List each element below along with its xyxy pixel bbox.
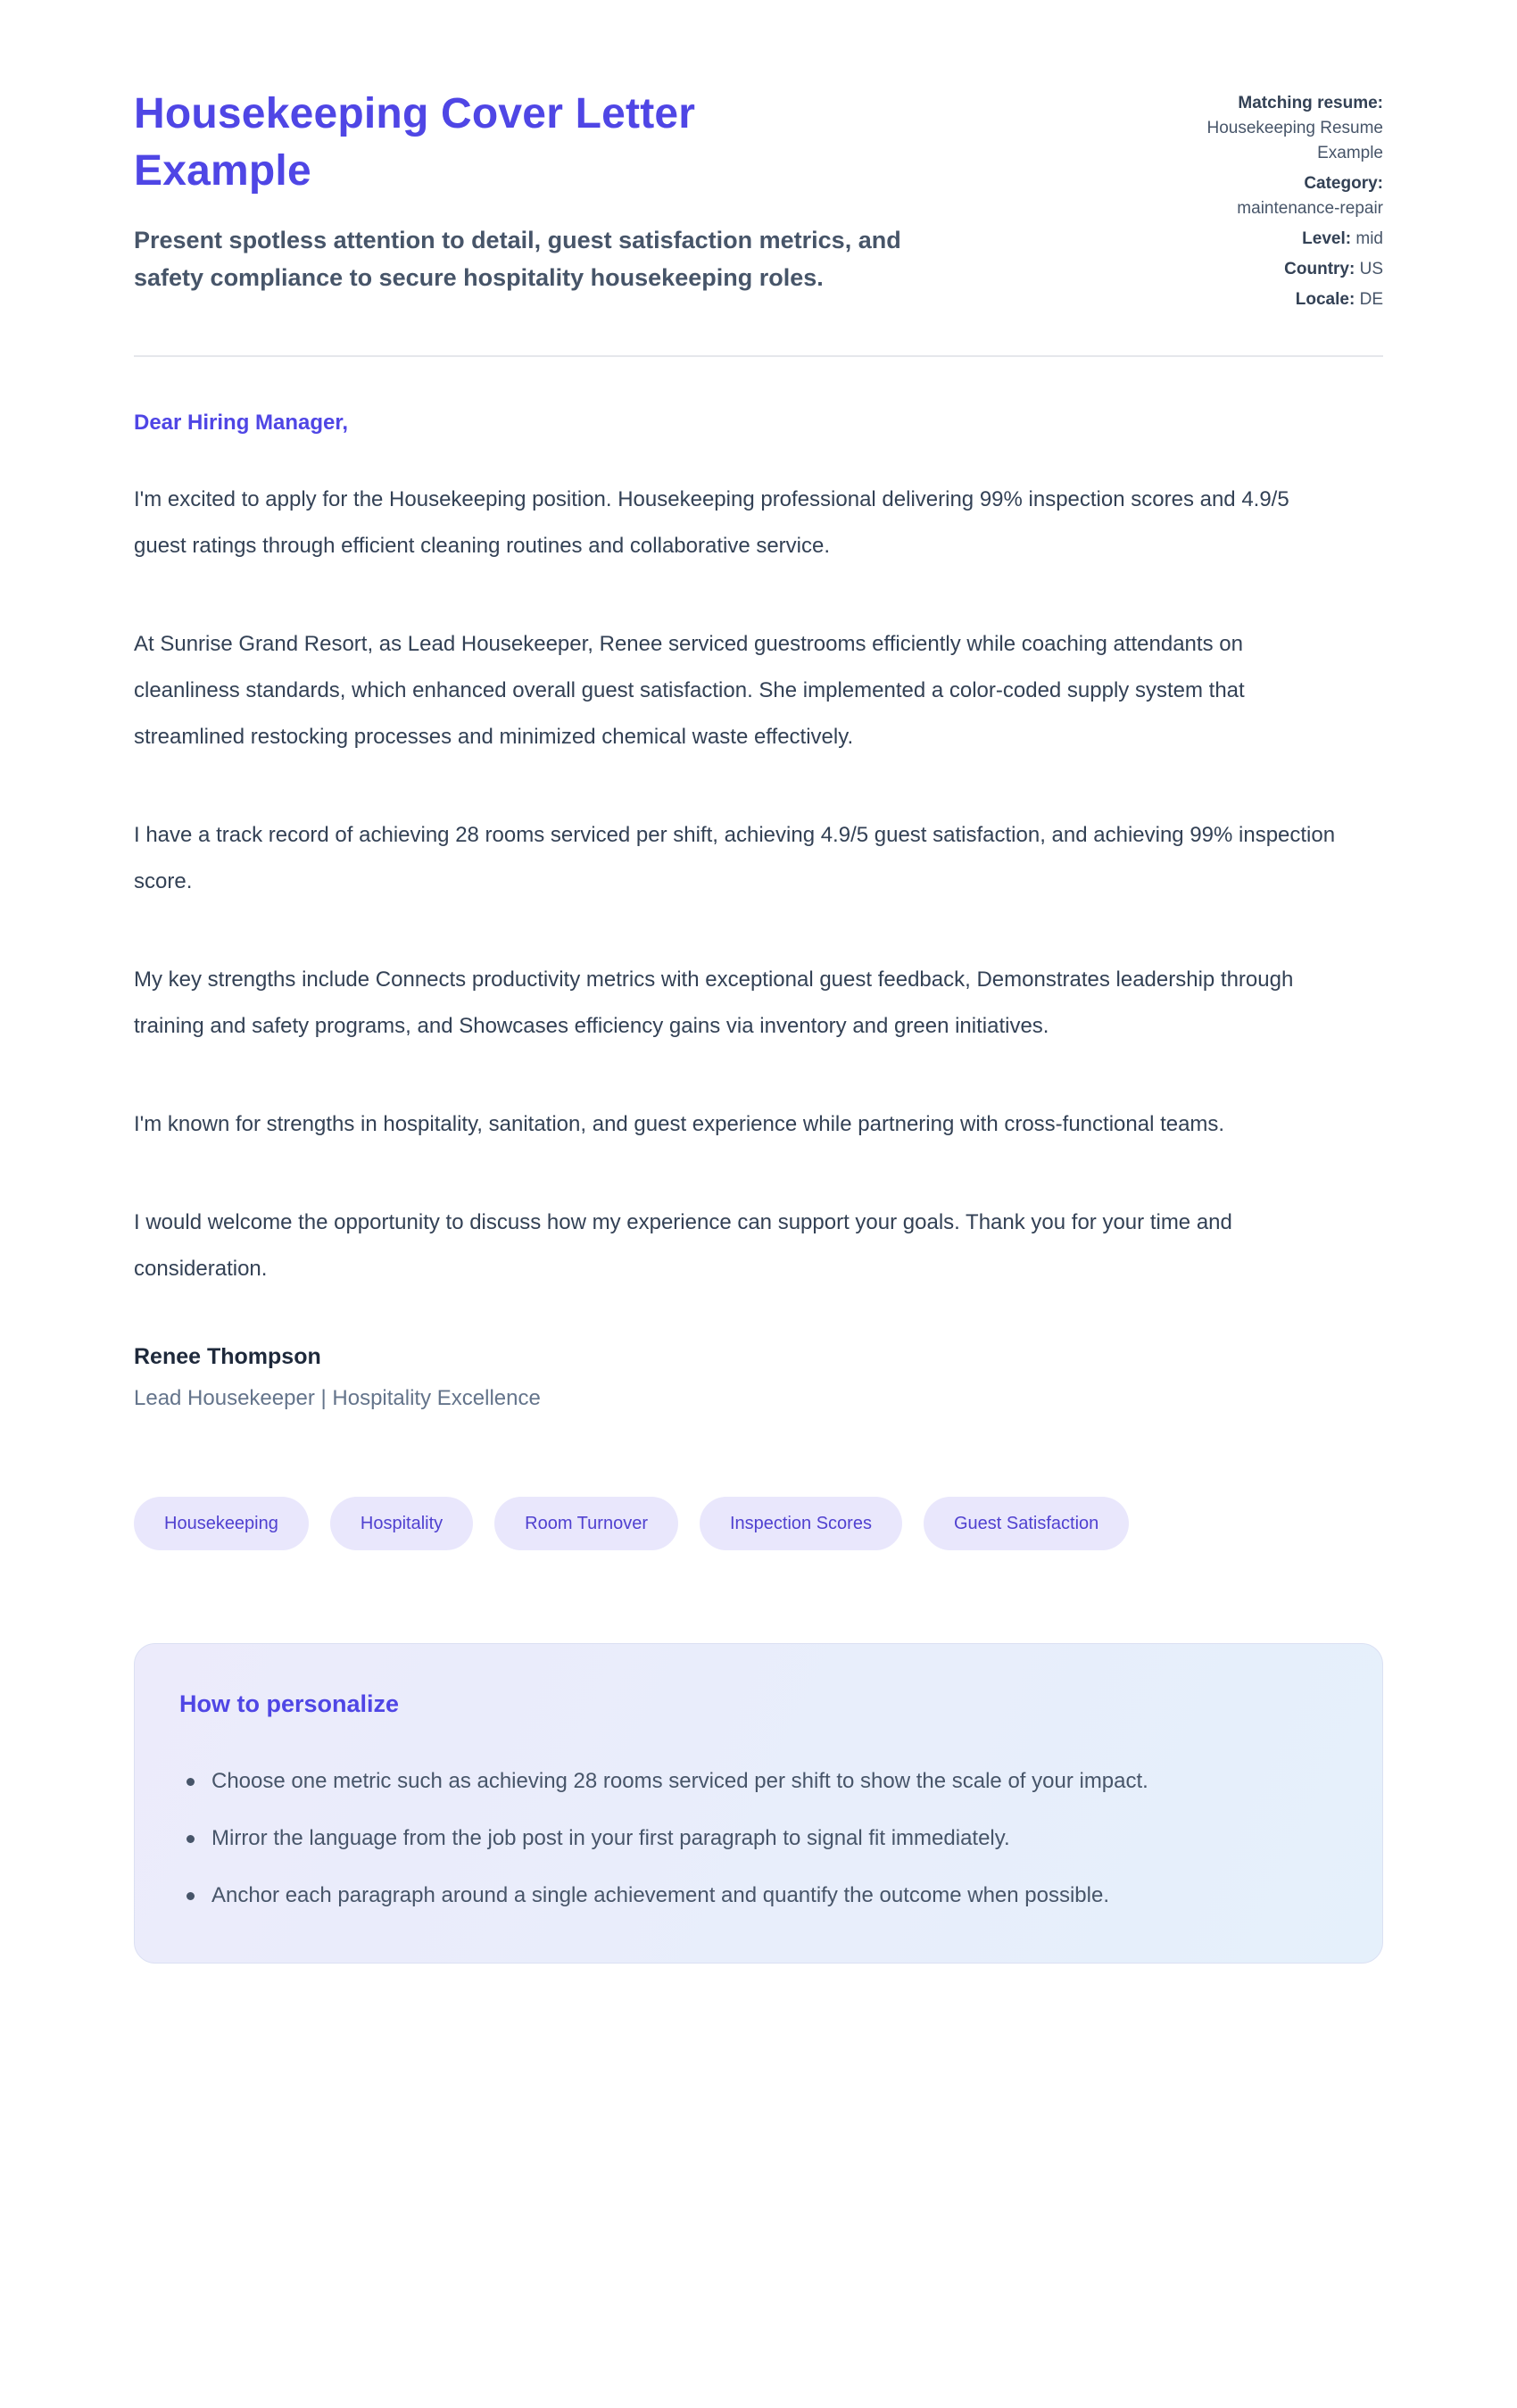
meta-locale-value: DE: [1359, 290, 1383, 309]
meta-matching-resume: [1191, 91, 1383, 166]
how-to-tip-list: [179, 1757, 1338, 1920]
meta-category-value: maintenance-repair: [1237, 199, 1383, 218]
how-to-tip: Mirror the language from the job post in your first paragraph to signal fit immediately.: [179, 1814, 1277, 1863]
letter-paragraph: I would welcome the opportunity to discuss how my experience can support your goals. Thank you for your time and consideration.: [134, 1210, 1232, 1281]
tag-pill-room-turnover[interactable]: Room Turnover: [494, 1497, 678, 1550]
page-subtitle: Present spotless attention to detail, guest satisfaction metrics, and safety compliance to secure hospitality housekeeping roles.: [134, 227, 901, 291]
page-title: Housekeeping Cover Letter Example: [134, 90, 696, 195]
meta-panel: [1191, 91, 1383, 318]
meta-matching-resume-value: Housekeeping Resume Example: [1206, 119, 1383, 162]
page-header: [134, 86, 1383, 318]
signature-block: [134, 1344, 1383, 1411]
header-divider: [134, 355, 1383, 357]
tag-list: [134, 1497, 1383, 1550]
meta-level-value: mid: [1355, 229, 1383, 248]
tag-pill-inspection-scores[interactable]: Inspection Scores: [700, 1497, 902, 1550]
signature-role: Lead Housekeeper | Hospitality Excellence: [134, 1386, 541, 1410]
how-to-personalize-title: How to personalize: [179, 1690, 400, 1717]
meta-country-value: US: [1359, 260, 1383, 278]
letter-paragraph: My key strengths include Connects productivity metrics with exceptional guest feedback, Demonstrates leadership through training and safety programs, and Showcases efficiency gains via inventory and green initiatives.: [134, 967, 1294, 1038]
how-to-tip: Anchor each paragraph around a single achievement and quantify the outcome when possible.: [179, 1872, 1277, 1920]
letter-paragraph: I have a track record of achieving 28 rooms serviced per shift, achieving 4.9/5 guest satisfaction, and achieving 99% inspection score.: [134, 823, 1336, 893]
letter-body: [134, 411, 1383, 1964]
tag-pill-housekeeping[interactable]: Housekeeping: [134, 1497, 309, 1550]
meta-category-label: Category:: [1304, 174, 1383, 193]
tag-pill-guest-satisfaction[interactable]: Guest Satisfaction: [924, 1497, 1129, 1550]
letter-paragraph: At Sunrise Grand Resort, as Lead Housekeeper, Renee serviced guestrooms efficiently while coaching attendants on cleanliness standards, which enhanced overall guest satisfaction. She implemented a color-coded supply system that streamlined restocking processes and minimized chemical waste effectively.: [134, 632, 1245, 749]
meta-country: [1191, 257, 1383, 282]
meta-category: [1191, 171, 1383, 221]
meta-locale: [1191, 287, 1383, 312]
header-text-block: [134, 86, 937, 296]
letter-paragraph: I'm known for strengths in hospitality, sanitation, and guest experience while partnering with cross-functional teams.: [134, 1112, 1225, 1136]
letter-paragraph: I'm excited to apply for the Housekeeping position. Housekeeping professional delivering 99% inspection scores and 4.9/5 guest ratings through efficient cleaning routines and collaborative service.: [134, 487, 1289, 558]
meta-locale-label: Locale:: [1295, 290, 1355, 309]
meta-level: [1191, 227, 1383, 252]
greeting: Dear Hiring Manager,: [134, 411, 349, 435]
meta-matching-resume-label: Matching resume:: [1238, 94, 1383, 112]
meta-country-label: Country:: [1284, 260, 1355, 278]
how-to-personalize-box: [134, 1643, 1383, 1964]
meta-level-label: Level:: [1302, 229, 1352, 248]
signature-name: Renee Thompson: [134, 1344, 321, 1369]
tag-pill-hospitality[interactable]: Hospitality: [330, 1497, 473, 1550]
how-to-tip: Choose one metric such as achieving 28 rooms serviced per shift to show the scale of your impact.: [179, 1757, 1277, 1806]
